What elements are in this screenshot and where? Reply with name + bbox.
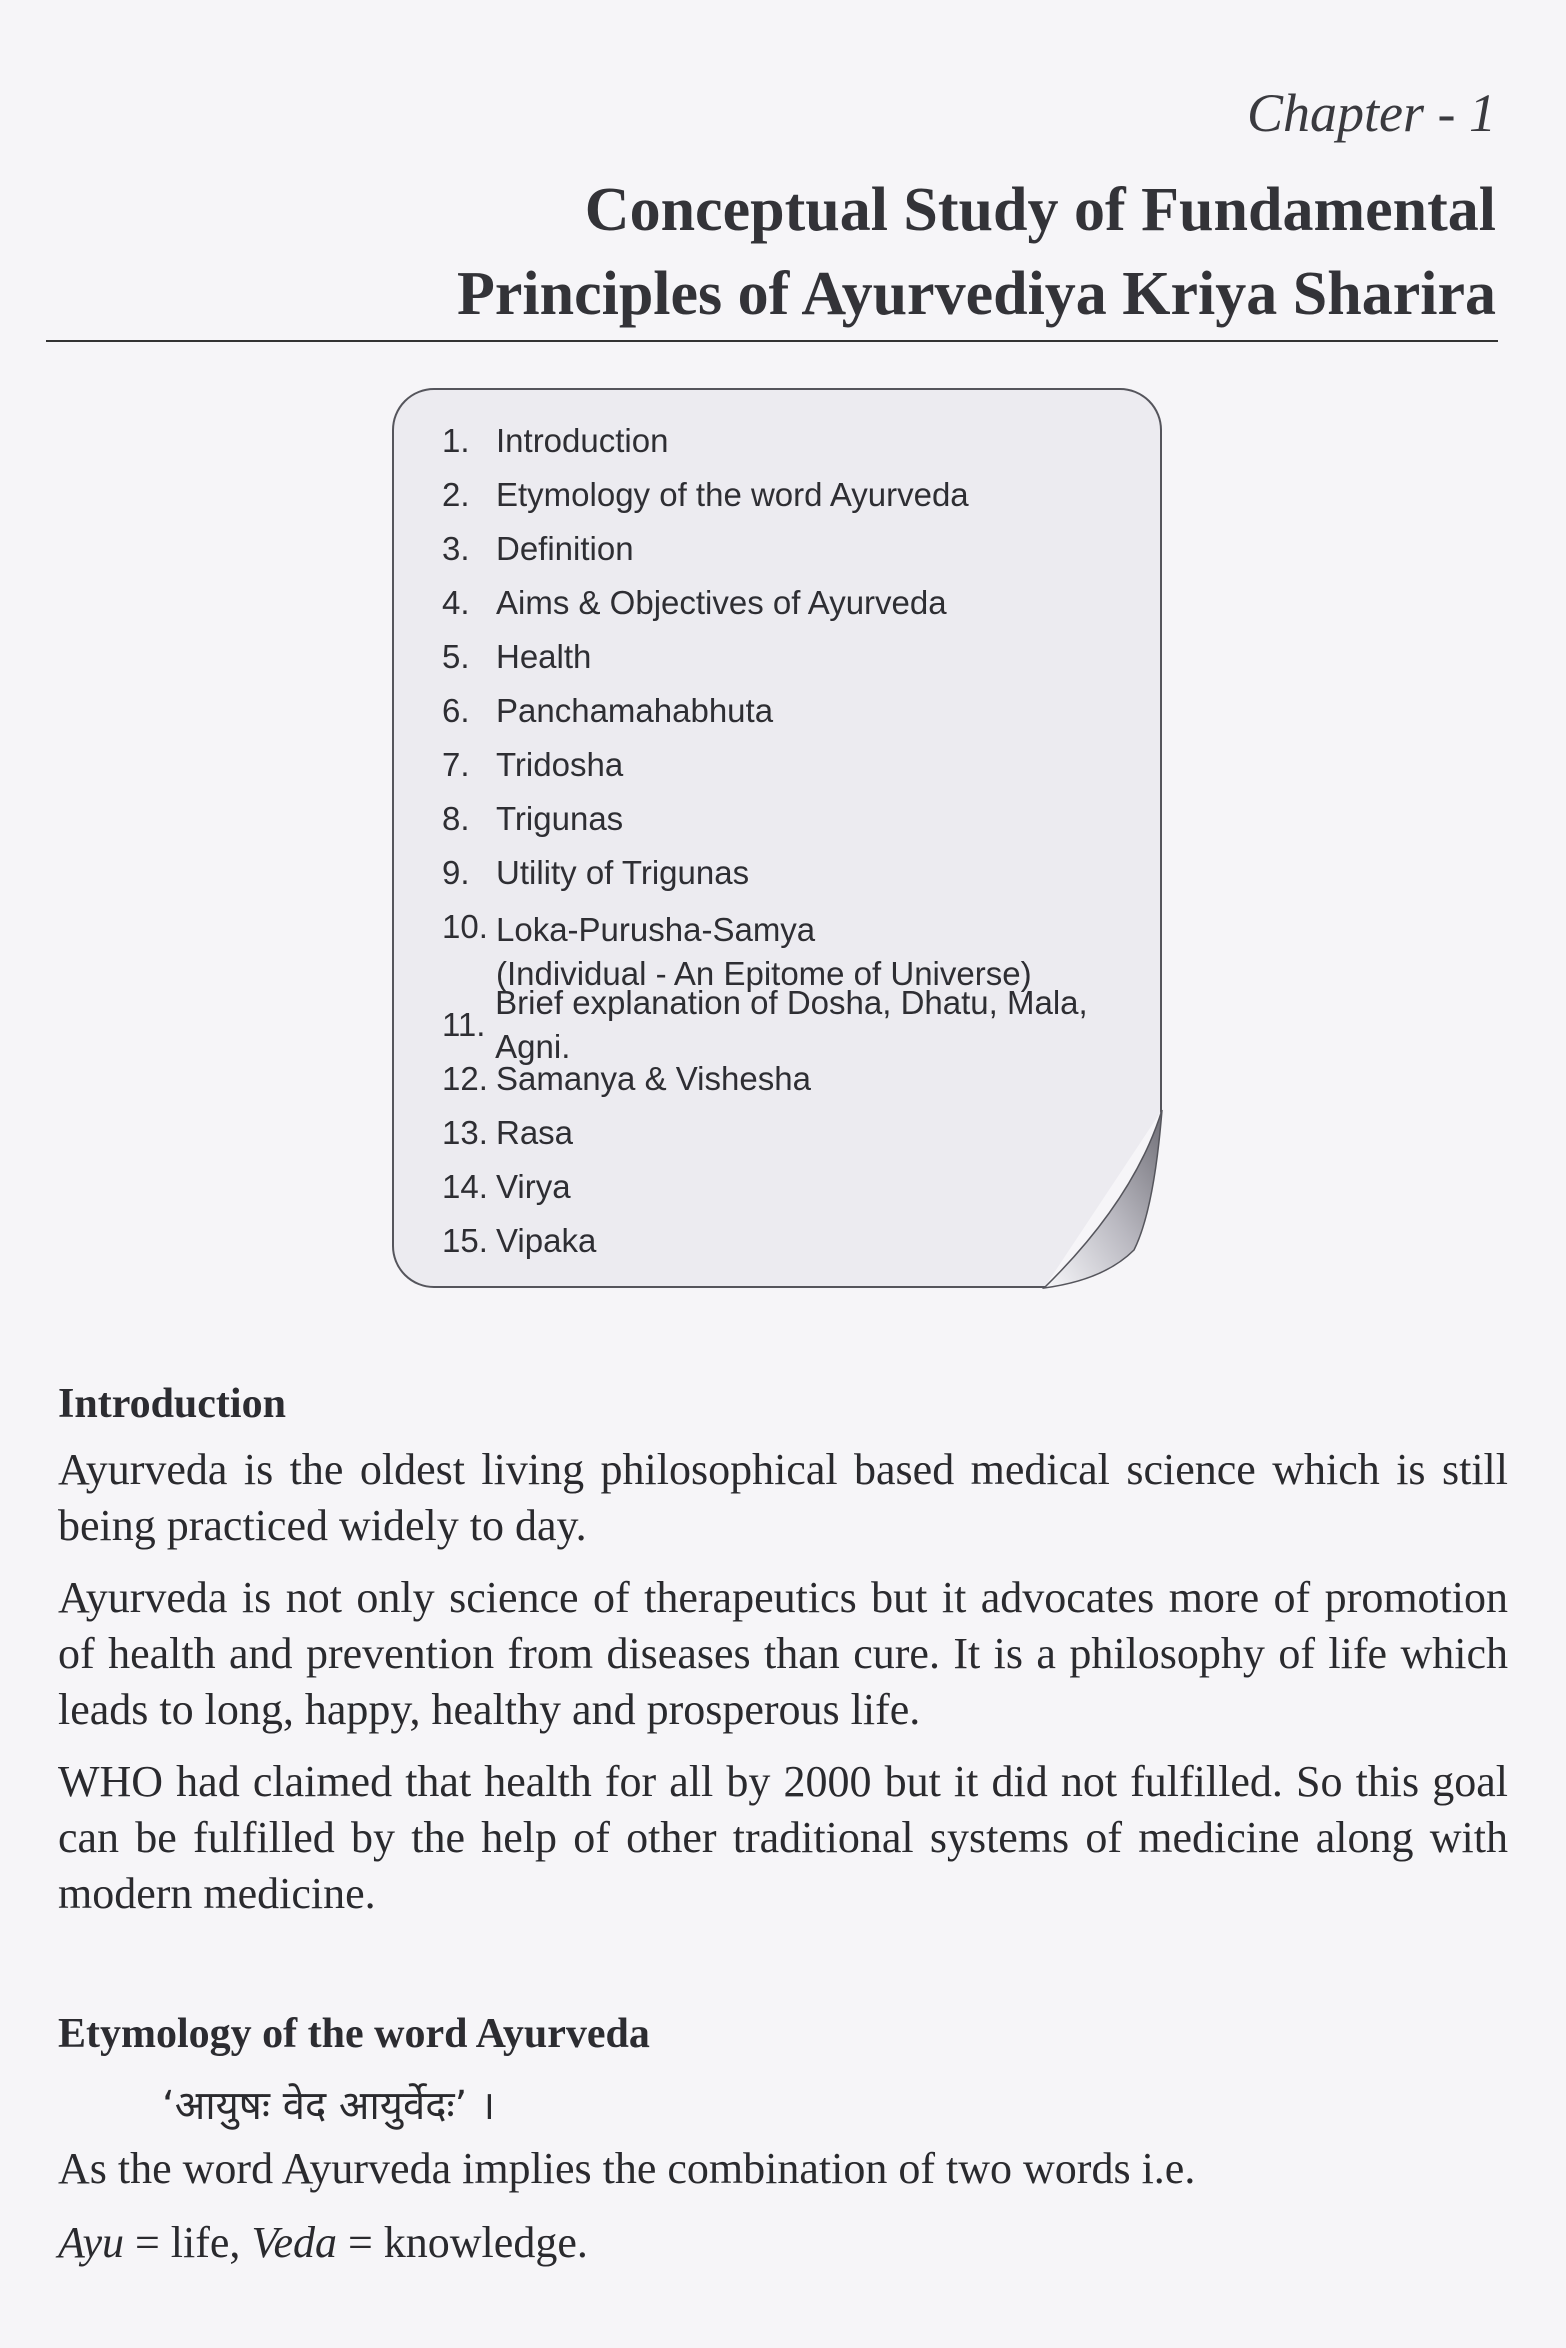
chapter-title-line2: Principles of Ayurvediya Kriya Sharira <box>456 260 1496 328</box>
veda-meaning: = knowledge. <box>347 2218 588 2267</box>
sanskrit-verse: ‘आयुषः वेद आयुर्वेदः’ । <box>162 2083 496 2129</box>
title-divider <box>46 340 1498 342</box>
contents-item-number: 14. <box>442 1168 488 1205</box>
contents-item-label: Panchamahabhuta <box>496 692 774 729</box>
ayu-term: Ayu <box>58 2218 124 2267</box>
contents-item-label: Tridosha <box>496 746 624 783</box>
contents-item-number: 2. <box>442 476 470 513</box>
introduction-heading: Introduction <box>58 1381 286 1427</box>
contents-item-number: 1. <box>442 422 470 459</box>
contents-item-label: Introduction <box>496 422 669 459</box>
contents-item <box>442 630 1160 684</box>
contents-item-label: Trigunas <box>496 800 624 837</box>
contents-item-subtitle: (Individual - An Epitome of Universe) <box>496 955 1032 992</box>
contents-item <box>442 984 1160 1065</box>
contents-item-number: 15. <box>442 1222 488 1259</box>
etymology-section <box>58 2010 1508 2273</box>
chapter-label: Chapter - 1 <box>1247 83 1496 143</box>
contents-item <box>442 522 1160 576</box>
veda-term: Veda <box>251 2218 337 2267</box>
introduction-paragraph: Ayurveda is not only science of therapeutics but it advocates more of promotion of health and prevention from diseases than cure. It is a philosophy of life which leads to long, happy, healthy and prosperous life. <box>58 1573 1508 1734</box>
contents-item <box>442 414 1160 468</box>
contents-item <box>442 576 1160 630</box>
contents-item-label: Etymology of the word Ayurveda <box>496 476 969 513</box>
contents-item <box>442 792 1160 846</box>
contents-item-label: Utility of Trigunas <box>496 854 750 891</box>
contents-item-number: 11. <box>442 1006 486 1043</box>
contents-item-label: Brief explanation of Dosha, Dhatu, Mala, Agni. <box>495 984 1088 1065</box>
introduction-section <box>58 1380 1508 1938</box>
ayu-meaning: = life, <box>134 2218 241 2267</box>
contents-item <box>442 684 1160 738</box>
chapter-title-line1: Conceptual Study of Fundamental <box>584 176 1496 244</box>
contents-item-label: Aims & Objectives of Ayurveda <box>496 584 947 621</box>
contents-item-number: 3. <box>442 530 470 567</box>
contents-item-number: 12. <box>442 1060 488 1097</box>
chapter-contents-box <box>392 388 1162 1288</box>
page-curl-decoration <box>984 1090 1164 1290</box>
chapter-title <box>296 168 1496 336</box>
contents-item-number: 10. <box>442 908 488 945</box>
contents-item-number: 7. <box>442 746 470 783</box>
contents-item <box>442 468 1160 522</box>
contents-item-title: Loka-Purusha-Samya <box>496 911 816 948</box>
contents-item-label: Virya <box>496 1168 571 1205</box>
contents-item-number: 13. <box>442 1114 488 1151</box>
introduction-paragraph: Ayurveda is the oldest living philosophical based medical science which is still being practiced widely to day. <box>58 1445 1508 1550</box>
contents-item-number: 9. <box>442 854 470 891</box>
contents-item <box>442 846 1160 900</box>
contents-item-number: 4. <box>442 584 470 621</box>
etymology-paragraph: As the word Ayurveda implies the combination of two words i.e. <box>58 2144 1196 2193</box>
contents-item-label: Health <box>496 638 592 675</box>
contents-item <box>442 738 1160 792</box>
contents-item-number: 6. <box>442 692 470 729</box>
contents-item-label: Vipaka <box>496 1222 597 1259</box>
contents-item-label: Rasa <box>496 1114 574 1151</box>
contents-item-number: 5. <box>442 638 470 675</box>
contents-item-label: Samanya & Vishesha <box>496 1060 811 1097</box>
introduction-paragraph: WHO had claimed that health for all by 2000 but it did not fulfilled. So this goal can be fulfilled by the help of other traditional systems of medicine along with modern medicine. <box>58 1757 1508 1918</box>
contents-item-label: Definition <box>496 530 634 567</box>
etymology-heading: Etymology of the word Ayurveda <box>58 2011 650 2057</box>
word-meanings <box>58 2213 1508 2273</box>
contents-item-number: 8. <box>442 800 470 837</box>
